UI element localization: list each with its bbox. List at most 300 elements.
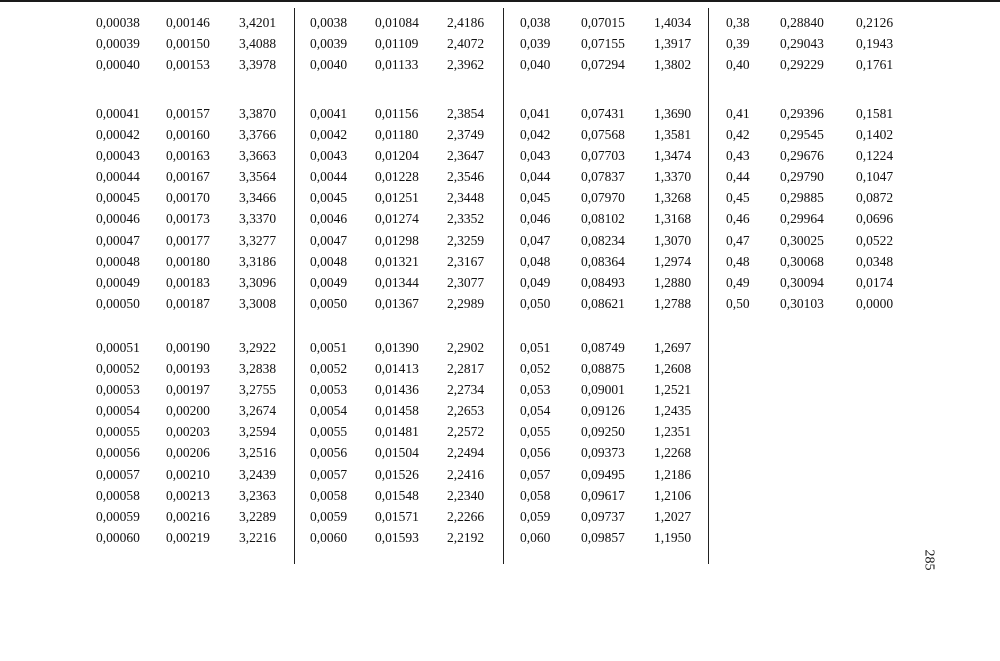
table-cell: 0,01458 [375, 403, 419, 419]
row-group [520, 12, 720, 75]
table-cell: 0,50 [726, 295, 750, 311]
table-row [520, 421, 720, 442]
table-row [310, 293, 510, 314]
table-cell: 0,0348 [856, 253, 894, 269]
table-cell: 0,29229 [780, 57, 824, 73]
table-cell: 0,01390 [375, 340, 419, 355]
table-cell: 0,01251 [375, 190, 419, 206]
table-cell: 0,053 [520, 382, 551, 398]
table-row [96, 379, 296, 400]
table-cell: 0,00039 [96, 36, 140, 52]
table-cell: 0,38 [726, 15, 750, 30]
table-row [520, 12, 720, 33]
table-cell: 3,4201 [239, 15, 277, 30]
table-cell: 0,30068 [780, 253, 824, 269]
table-row [96, 230, 296, 251]
table-cell: 0,30094 [780, 274, 824, 290]
table-row [726, 293, 926, 314]
table-cell: 0,00057 [96, 466, 140, 482]
table-row [520, 272, 720, 293]
row-group [96, 103, 296, 314]
table-row [726, 103, 926, 124]
table-row [520, 54, 720, 75]
table-cell: 0,00050 [96, 295, 140, 311]
table-cell: 0,0046 [310, 211, 348, 227]
table-row [96, 187, 296, 208]
table-row [96, 54, 296, 75]
table-row [96, 485, 296, 506]
table-row [310, 103, 510, 124]
table-cell: 0,1943 [856, 36, 894, 52]
table-cell: 1,2435 [654, 403, 692, 419]
table-cell: 0,0045 [310, 190, 348, 206]
table-cell: 1,2268 [654, 445, 692, 461]
table-cell: 3,2439 [239, 466, 277, 482]
table-row [310, 421, 510, 442]
table-cell: 0,0043 [310, 148, 348, 164]
table-cell: 0,29396 [780, 106, 824, 121]
table-cell: 2,3749 [447, 127, 485, 143]
table-cell: 2,3647 [447, 148, 485, 164]
table-cell: 0,040 [520, 57, 551, 73]
table-cell: 1,2521 [654, 382, 692, 398]
table-cell: 0,00146 [166, 15, 210, 30]
table-cell: 0,038 [520, 15, 551, 30]
table-cell: 0,00170 [166, 190, 210, 206]
table-cell: 0,01109 [375, 36, 419, 52]
table-row [96, 464, 296, 485]
table-cell: 0,00045 [96, 190, 140, 206]
table-cell: 0,01593 [375, 529, 419, 545]
table-cell: 0,09001 [581, 382, 625, 398]
top-rule [0, 0, 1000, 2]
table-cell: 1,3581 [654, 127, 692, 143]
table-cell: 0,01180 [375, 127, 419, 143]
table-cell: 0,045 [520, 190, 551, 206]
table-row [310, 124, 510, 145]
table-cell: 0,09495 [581, 466, 625, 482]
table-row [96, 251, 296, 272]
table-cell: 0,29043 [780, 36, 824, 52]
table-cell: 2,2192 [447, 529, 485, 545]
table-cell: 2,2902 [447, 340, 485, 355]
table-cell: 0,00058 [96, 487, 140, 503]
table-row [96, 506, 296, 527]
table-row [310, 400, 510, 421]
table-cell: 0,00183 [166, 274, 210, 290]
table-cell: 3,3870 [239, 106, 277, 121]
table-cell: 0,00047 [96, 232, 140, 248]
table-row [520, 124, 720, 145]
table-cell: 0,00210 [166, 466, 210, 482]
table-cell: 0,060 [520, 529, 551, 545]
table-cell: 0,00052 [96, 361, 140, 377]
table-row [96, 124, 296, 145]
table-cell: 2,2989 [447, 295, 485, 311]
table-row [520, 379, 720, 400]
table-cell: 0,1581 [856, 106, 894, 121]
table-row [520, 251, 720, 272]
table-cell: 0,00048 [96, 253, 140, 269]
table-cell: 0,043 [520, 148, 551, 164]
table-cell: 0,00041 [96, 106, 140, 121]
table-cell: 0,00040 [96, 57, 140, 73]
table-cell: 0,042 [520, 127, 551, 143]
table-row [726, 208, 926, 229]
row-group [310, 103, 510, 314]
table-cell: 0,0039 [310, 36, 348, 52]
table-cell: 0,08749 [581, 340, 625, 355]
table-cell: 0,0048 [310, 253, 348, 269]
table-cell: 0,1047 [856, 169, 894, 185]
table-cell: 0,01481 [375, 424, 419, 440]
table-row [310, 485, 510, 506]
table-cell: 1,2608 [654, 361, 692, 377]
table-cell: 0,00054 [96, 403, 140, 419]
table-cell: 0,09373 [581, 445, 625, 461]
table-row [310, 33, 510, 54]
table-cell: 0,0057 [310, 466, 348, 482]
table-cell: 0,01504 [375, 445, 419, 461]
table-cell: 0,08875 [581, 361, 625, 377]
table-cell: 0,052 [520, 361, 551, 377]
table-cell: 0,1402 [856, 127, 894, 143]
row-group [520, 337, 720, 548]
table-cell: 0,058 [520, 487, 551, 503]
table-cell: 0,047 [520, 232, 551, 248]
table-cell: 3,3564 [239, 169, 277, 185]
table-cell: 0,00044 [96, 169, 140, 185]
table-cell: 0,45 [726, 190, 750, 206]
table-row [520, 337, 720, 358]
table-row [96, 208, 296, 229]
table-cell: 2,3448 [447, 190, 485, 206]
table-cell: 0,39 [726, 36, 750, 52]
table-cell: 0,00216 [166, 508, 210, 524]
table-row [726, 166, 926, 187]
table-cell: 0,0522 [856, 232, 894, 248]
row-group [726, 103, 926, 314]
table-cell: 0,039 [520, 36, 551, 52]
table-row [310, 506, 510, 527]
table-cell: 0,29790 [780, 169, 824, 185]
table-cell: 0,0038 [310, 15, 348, 30]
table-cell: 0,30025 [780, 232, 824, 248]
table-cell: 1,3802 [654, 57, 692, 73]
table-cell: 0,00167 [166, 169, 210, 185]
table-cell: 0,40 [726, 57, 750, 73]
table-cell: 2,3352 [447, 211, 485, 227]
table-cell: 1,3690 [654, 106, 692, 121]
table-cell: 0,0059 [310, 508, 348, 524]
row-group [520, 103, 720, 314]
table-row [96, 12, 296, 33]
table-cell: 0,00150 [166, 36, 210, 52]
table-row [520, 506, 720, 527]
table-cell: 0,00060 [96, 529, 140, 545]
table-cell: 0,48 [726, 253, 750, 269]
table-row [520, 464, 720, 485]
column-divider-1 [294, 8, 295, 564]
table-cell: 0,46 [726, 211, 750, 227]
table-cell: 0,00049 [96, 274, 140, 290]
table-row [96, 293, 296, 314]
table-cell: 0,0051 [310, 340, 348, 355]
table-cell: 1,3474 [654, 148, 692, 164]
table-cell: 0,00038 [96, 15, 140, 30]
table-cell: 0,09857 [581, 529, 625, 545]
table-cell: 0,08493 [581, 274, 625, 290]
table-row [520, 293, 720, 314]
table-row [96, 33, 296, 54]
table-cell: 3,3978 [239, 57, 277, 73]
table-cell: 0,00157 [166, 106, 210, 121]
table-cell: 0,00203 [166, 424, 210, 440]
table-cell: 2,4186 [447, 15, 485, 30]
table-cell: 0,01526 [375, 466, 419, 482]
table-row [520, 400, 720, 421]
table-row [726, 187, 926, 208]
table-cell: 0,07155 [581, 36, 625, 52]
table-cell: 0,29676 [780, 148, 824, 164]
table-cell: 0,041 [520, 106, 551, 121]
table-row [310, 379, 510, 400]
table-cell: 0,057 [520, 466, 551, 482]
table-cell: 0,09617 [581, 487, 625, 503]
table-cell: 1,3168 [654, 211, 692, 227]
table-cell: 0,00206 [166, 445, 210, 461]
table-cell: 0,01321 [375, 253, 419, 269]
table-cell: 0,00190 [166, 340, 210, 355]
table-cell: 0,00180 [166, 253, 210, 269]
table-row [310, 464, 510, 485]
table-cell: 0,07970 [581, 190, 625, 206]
table-cell: 1,2027 [654, 508, 692, 524]
page-number: 285 [921, 549, 937, 571]
table-cell: 1,1950 [654, 529, 692, 545]
table-cell: 0,0056 [310, 445, 348, 461]
table-cell: 0,050 [520, 295, 551, 311]
table-cell: 2,3962 [447, 57, 485, 73]
table-cell: 0,056 [520, 445, 551, 461]
table-cell: 3,2516 [239, 445, 277, 461]
table-cell: 0,00163 [166, 148, 210, 164]
table-cell: 0,00193 [166, 361, 210, 377]
table-cell: 3,2922 [239, 340, 277, 355]
table-cell: 1,2106 [654, 487, 692, 503]
table-cell: 3,2594 [239, 424, 277, 440]
table-cell: 3,3766 [239, 127, 277, 143]
table-row [726, 124, 926, 145]
table-cell: 1,2974 [654, 253, 692, 269]
table-cell: 0,44 [726, 169, 750, 185]
table-cell: 0,0041 [310, 106, 348, 121]
table-cell: 0,0872 [856, 190, 894, 206]
table-cell: 0,055 [520, 424, 551, 440]
table-cell: 2,3167 [447, 253, 485, 269]
table-cell: 3,3096 [239, 274, 277, 290]
table-cell: 0,0042 [310, 127, 348, 143]
table-cell: 3,2363 [239, 487, 277, 503]
table-row [520, 358, 720, 379]
table-cell: 0,49 [726, 274, 750, 290]
table-cell: 0,00160 [166, 127, 210, 143]
table-cell: 0,29885 [780, 190, 824, 206]
table-cell: 1,2788 [654, 295, 692, 311]
table-cell: 0,0696 [856, 211, 894, 227]
table-cell: 0,29964 [780, 211, 824, 227]
table-cell: 0,28840 [780, 15, 824, 30]
table-cell: 3,3663 [239, 148, 277, 164]
table-cell: 0,00042 [96, 127, 140, 143]
table-cell: 0,00200 [166, 403, 210, 419]
table-cell: 3,3466 [239, 190, 277, 206]
table-cell: 2,2266 [447, 508, 485, 524]
table-cell: 3,2755 [239, 382, 277, 398]
table-row [310, 358, 510, 379]
table-row [726, 12, 926, 33]
table-cell: 0,43 [726, 148, 750, 164]
table-row [520, 442, 720, 463]
table-cell: 1,2351 [654, 424, 692, 440]
table-cell: 3,2289 [239, 508, 277, 524]
table-cell: 0,00213 [166, 487, 210, 503]
table-cell: 0,049 [520, 274, 551, 290]
table-cell: 0,08102 [581, 211, 625, 227]
table-cell: 2,2494 [447, 445, 485, 461]
table-cell: 0,07703 [581, 148, 625, 164]
row-group [96, 337, 296, 548]
table-cell: 2,2653 [447, 403, 485, 419]
table-cell: 3,2674 [239, 403, 277, 419]
table-cell: 3,2216 [239, 529, 277, 545]
table-cell: 0,0174 [856, 274, 894, 290]
table-cell: 2,2734 [447, 382, 485, 398]
table-row [310, 272, 510, 293]
table-cell: 0,07294 [581, 57, 625, 73]
table-row [310, 145, 510, 166]
table-cell: 0,07015 [581, 15, 625, 30]
table-cell: 0,01344 [375, 274, 419, 290]
table-cell: 0,0047 [310, 232, 348, 248]
table-cell: 0,01298 [375, 232, 419, 248]
table-cell: 0,00219 [166, 529, 210, 545]
table-row [520, 103, 720, 124]
table-cell: 1,2186 [654, 466, 692, 482]
table-row [520, 187, 720, 208]
table-cell: 0,051 [520, 340, 551, 355]
table-cell: 0,01084 [375, 15, 419, 30]
table-cell: 0,07837 [581, 169, 625, 185]
table-cell: 0,00177 [166, 232, 210, 248]
table-cell: 0,47 [726, 232, 750, 248]
table-row [726, 145, 926, 166]
table-cell: 0,41 [726, 106, 750, 121]
table-cell: 1,4034 [654, 15, 692, 30]
table-cell: 2,2416 [447, 466, 485, 482]
table-cell: 0,07568 [581, 127, 625, 143]
table-row [310, 230, 510, 251]
table-cell: 2,3077 [447, 274, 485, 290]
table-cell: 0,0058 [310, 487, 348, 503]
table-row [96, 421, 296, 442]
table-cell: 3,3370 [239, 211, 277, 227]
table-cell: 0,0054 [310, 403, 348, 419]
table-row [96, 337, 296, 358]
row-group [96, 12, 296, 75]
table-cell: 0,08364 [581, 253, 625, 269]
table-row [726, 272, 926, 293]
table-cell: 1,3268 [654, 190, 692, 206]
table-cell: 0,09126 [581, 403, 625, 419]
table-row [96, 103, 296, 124]
table-row [96, 442, 296, 463]
table-cell: 0,1761 [856, 57, 894, 73]
table-cell: 0,07431 [581, 106, 625, 121]
table-row [310, 12, 510, 33]
table-cell: 0,00153 [166, 57, 210, 73]
table-cell: 0,30103 [780, 295, 824, 311]
table-cell: 0,00056 [96, 445, 140, 461]
table-row [520, 33, 720, 54]
table-cell: 0,00055 [96, 424, 140, 440]
table-cell: 0,044 [520, 169, 551, 185]
table-cell: 0,09250 [581, 424, 625, 440]
table-cell: 2,3259 [447, 232, 485, 248]
table-row [520, 145, 720, 166]
table-row [96, 400, 296, 421]
table-row [96, 145, 296, 166]
table-row [310, 251, 510, 272]
table-row [310, 208, 510, 229]
table-cell: 0,00197 [166, 382, 210, 398]
table-cell: 0,048 [520, 253, 551, 269]
table-cell: 0,046 [520, 211, 551, 227]
table-cell: 2,3854 [447, 106, 485, 121]
table-row [520, 230, 720, 251]
table-cell: 0,01436 [375, 382, 419, 398]
table-row [726, 33, 926, 54]
table-cell: 0,00059 [96, 508, 140, 524]
table-cell: 2,2340 [447, 487, 485, 503]
table-cell: 0,08621 [581, 295, 625, 311]
table-row [310, 442, 510, 463]
table-cell: 0,0060 [310, 529, 348, 545]
table-cell: 1,3070 [654, 232, 692, 248]
table-cell: 0,059 [520, 508, 551, 524]
table-row [520, 485, 720, 506]
table-cell: 0,01228 [375, 169, 419, 185]
table-cell: 0,00046 [96, 211, 140, 227]
table-cell: 0,00043 [96, 148, 140, 164]
column-divider-2 [503, 8, 504, 564]
table-row [520, 527, 720, 548]
table-cell: 0,0053 [310, 382, 348, 398]
table-cell: 2,4072 [447, 36, 485, 52]
table-row [310, 54, 510, 75]
table-row [726, 230, 926, 251]
table-cell: 1,3917 [654, 36, 692, 52]
table-cell: 0,2126 [856, 15, 894, 30]
table-cell: 0,01156 [375, 106, 419, 121]
table-row [310, 166, 510, 187]
row-group [310, 12, 510, 75]
table-cell: 0,0044 [310, 169, 348, 185]
table-cell: 0,054 [520, 403, 551, 419]
table-cell: 0,01204 [375, 148, 419, 164]
table-cell: 0,42 [726, 127, 750, 143]
table-cell: 3,3008 [239, 295, 277, 311]
